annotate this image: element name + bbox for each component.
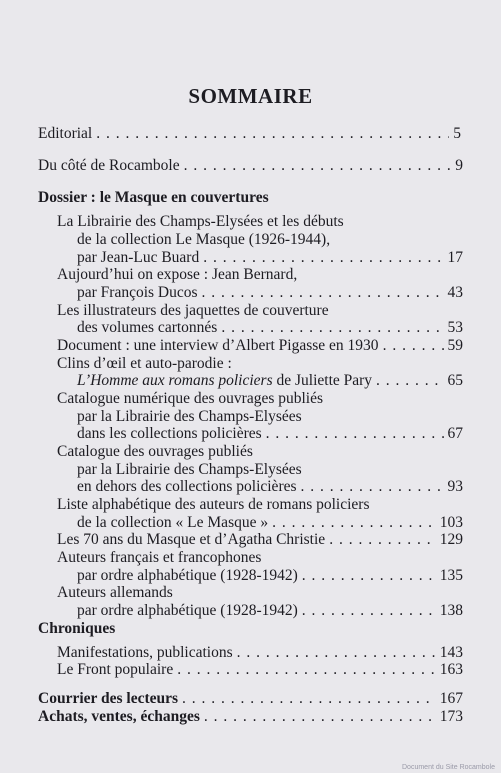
- toc-line: Les illustrateurs des jaquettes de couverture: [57, 302, 329, 319]
- toc-page-number: 93: [447, 478, 463, 495]
- dot-leader: [182, 690, 436, 708]
- toc-entry-label: par ordre alphabétique (1928-1942): [77, 567, 298, 584]
- dot-leader: [184, 157, 452, 175]
- toc-page-number: 65: [447, 372, 463, 389]
- toc-entry-label: Courrier des lecteurs: [38, 690, 179, 707]
- section-heading-dossier: Dossier : le Masque en couvertures: [38, 189, 269, 206]
- toc-entry-label: par François Ducos: [77, 284, 198, 301]
- dot-leader: [204, 708, 436, 726]
- toc-entry-label: dans les collections policières: [77, 425, 262, 442]
- toc-page-number: 138: [439, 602, 463, 619]
- toc-entry-label-rest: de Juliette Pary: [272, 372, 373, 389]
- toc-entry-achats[interactable]: [38, 708, 463, 726]
- dot-leader: [272, 514, 436, 532]
- toc-page-number: 53: [447, 319, 463, 336]
- watermark: Document du Site Rocambole: [402, 764, 495, 771]
- toc-entry-label: des volumes cartonnés: [77, 319, 218, 336]
- toc-page-number: 103: [439, 514, 463, 531]
- toc-entry-label: Editorial: [38, 125, 93, 142]
- toc-entry-label: Du côté de Rocambole: [38, 157, 180, 174]
- toc-entry-label: Le Front populaire: [57, 661, 174, 678]
- toc-entry-catalogue-numerique[interactable]: [77, 425, 463, 443]
- toc-page-number: 129: [439, 531, 463, 548]
- dot-leader: [237, 644, 436, 662]
- dot-leader: [202, 284, 444, 302]
- section-heading-chroniques: Chroniques: [38, 620, 116, 637]
- toc-line: Auteurs français et francophones: [57, 549, 262, 566]
- page-title: SOMMAIRE: [188, 84, 313, 108]
- toc-line: Catalogue numérique des ouvrages publiés: [57, 390, 324, 407]
- toc-entry-courrier[interactable]: [38, 690, 463, 708]
- toc-entry-liste-auteurs[interactable]: [77, 514, 463, 532]
- toc-page-number: 9: [455, 157, 463, 174]
- book-title: L’Homme aux romans policiers: [77, 372, 273, 389]
- toc-entry-label: de la collection « Le Masque »: [77, 514, 269, 531]
- dot-leader: [376, 372, 443, 390]
- toc-entry-label: Manifestations, publications: [57, 644, 233, 661]
- toc-page-number: 163: [439, 661, 463, 678]
- toc-line: Auteurs allemands: [57, 584, 173, 601]
- toc-line: par la Librairie des Champs-Elysées: [77, 461, 302, 478]
- toc-entry-editorial[interactable]: [38, 125, 461, 143]
- toc-line: par la Librairie des Champs-Elysées: [77, 408, 302, 425]
- toc-entry-label: Document : une interview d’Albert Pigasse en 1930: [57, 337, 379, 354]
- toc-page-number: 5: [453, 125, 461, 142]
- toc-entry-label: Achats, ventes, échanges: [38, 708, 200, 725]
- toc-entry-rocambole[interactable]: [38, 157, 463, 175]
- toc-entry-label: par ordre alphabétique (1928-1942): [77, 602, 298, 619]
- toc-entry-front-populaire[interactable]: [57, 661, 463, 679]
- dot-leader: [302, 567, 436, 585]
- toc-page-number: 17: [447, 249, 463, 266]
- toc-line: Clins d’œil et auto-parodie :: [57, 355, 232, 372]
- toc-entry-label: par Jean-Luc Buard: [77, 249, 200, 266]
- dot-leader: [177, 661, 436, 679]
- toc-line: Liste alphabétique des auteurs de romans policiers: [57, 496, 370, 513]
- dot-leader: [221, 319, 443, 337]
- toc-entry-label: Les 70 ans du Masque et d’Agatha Christie: [57, 531, 326, 548]
- toc-entry-auteurs-francais[interactable]: [77, 567, 463, 585]
- toc-line: Aujourd’hui on expose : Jean Bernard,: [57, 266, 298, 283]
- dot-leader: [266, 425, 444, 443]
- toc-page-number: 43: [447, 284, 463, 301]
- toc-entry-pary[interactable]: [77, 372, 463, 390]
- toc-entry-70-ans[interactable]: [57, 531, 463, 549]
- toc-entry-pigasse[interactable]: [57, 337, 463, 355]
- toc-page-number: 135: [439, 567, 463, 584]
- toc-entry-illustrateurs[interactable]: [77, 319, 463, 337]
- toc-entry-label: [77, 372, 372, 390]
- dot-leader: [329, 531, 436, 549]
- toc-line: de la collection Le Masque (1926-1944),: [77, 231, 331, 248]
- toc-page-number: 67: [447, 425, 463, 442]
- toc-entry-ducos[interactable]: [77, 284, 463, 302]
- toc-entry-auteurs-allemands[interactable]: [77, 602, 463, 620]
- dot-leader: [383, 337, 444, 355]
- dot-leader: [203, 249, 443, 267]
- toc-page-number: 167: [439, 690, 463, 707]
- dot-leader: [301, 478, 444, 496]
- toc-page-number: 173: [439, 708, 463, 725]
- toc-entry-buard[interactable]: [77, 249, 463, 267]
- toc-page-number: 59: [447, 337, 463, 354]
- toc-entry-catalogue-hors[interactable]: [77, 478, 463, 496]
- dot-leader: [96, 125, 449, 143]
- toc-line: La Librairie des Champs-Elysées et les débuts: [57, 213, 344, 230]
- toc-entry-manifestations[interactable]: [57, 644, 463, 662]
- toc-page-number: 143: [439, 644, 463, 661]
- toc-entry-label: en dehors des collections policières: [77, 478, 297, 495]
- dot-leader: [302, 602, 436, 620]
- toc-line: Catalogue des ouvrages publiés: [57, 443, 253, 460]
